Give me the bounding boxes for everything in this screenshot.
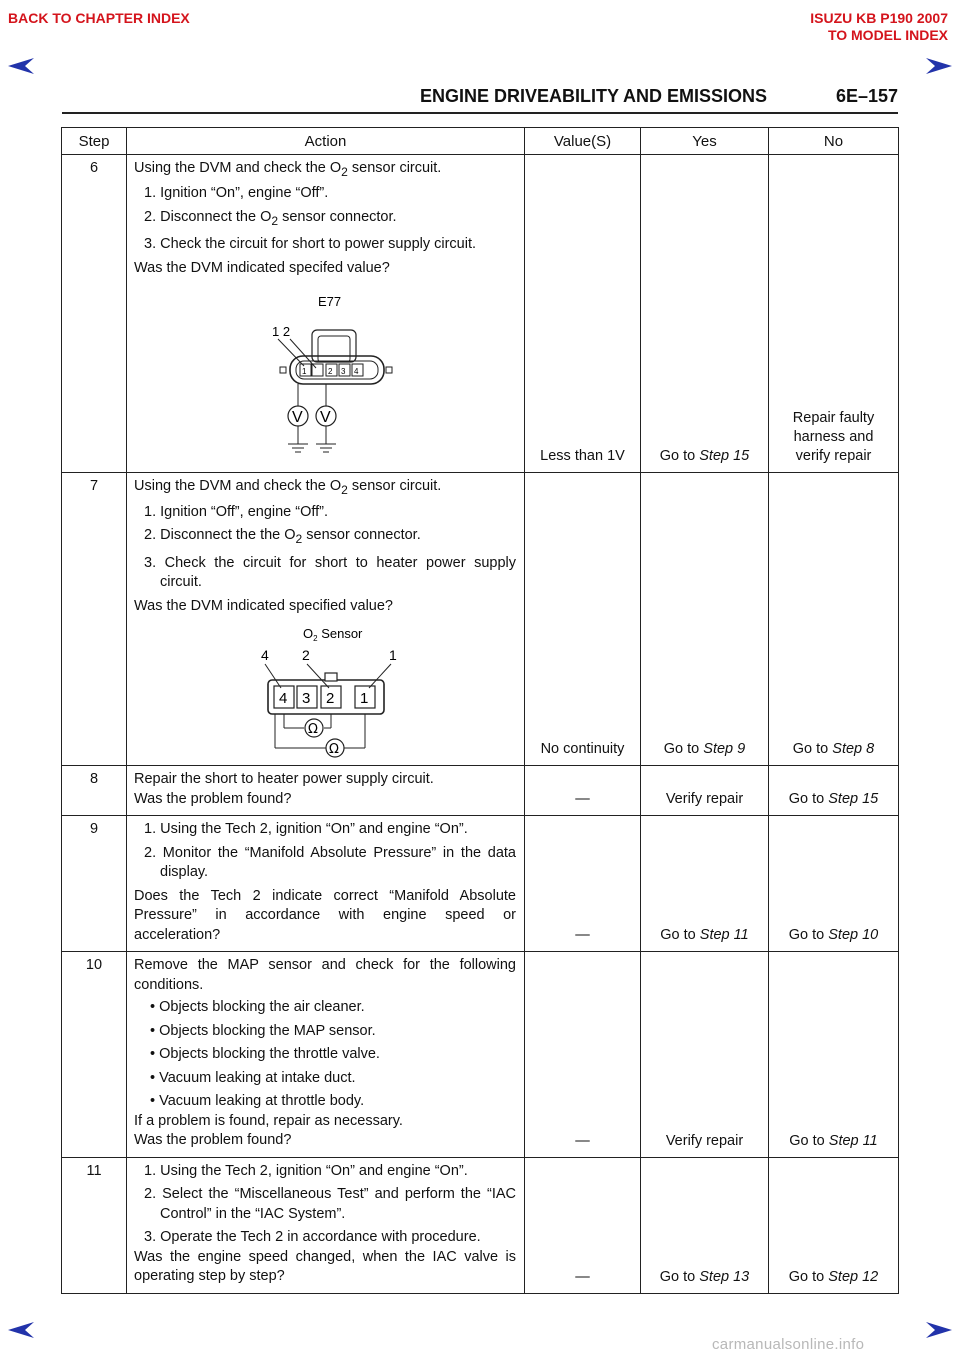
step-yes: Verify repair <box>641 952 769 1158</box>
step-value: — <box>525 766 641 816</box>
step-number: 8 <box>62 766 127 816</box>
step-action <box>127 1157 525 1293</box>
step-value: Less than 1V <box>525 155 641 473</box>
step-number: 6 <box>62 155 127 473</box>
action-substep: 3. Check the circuit for short to heater power supply circuit. <box>144 554 516 591</box>
step-link[interactable]: Step 10 <box>828 927 879 944</box>
action-substep: 3. Operate the Tech 2 in accordance with procedure. <box>144 1229 481 1246</box>
action-substep: 2. Select the “Miscellaneous Test” and perform the “IAC Control” in the “IAC System”. <box>144 1186 516 1222</box>
step-yes: Verify repair <box>641 766 769 816</box>
to-model-index-link[interactable]: TO MODEL INDEX <box>827 27 948 43</box>
header-action: Action <box>127 128 525 155</box>
ohmmeter-symbol: Ω <box>308 722 318 738</box>
action-question: Was the engine speed changed, when the IAC valve is operating step by step? <box>134 1248 516 1285</box>
table-row <box>62 766 899 816</box>
action-intro: Remove the MAP sensor and check for the following conditions. <box>134 957 516 993</box>
step-no: Go to Step 12 <box>769 1157 899 1293</box>
step-link[interactable]: Step 8 <box>832 741 875 758</box>
step-number: 10 <box>62 952 127 1158</box>
ohmmeter-symbol: Ω <box>329 742 339 758</box>
action-substep: 1. Using the Tech 2, ignition “On” and engine “On”. <box>144 1162 468 1179</box>
header-value: Value(S) <box>525 128 641 155</box>
table-row <box>62 816 899 952</box>
step-link[interactable]: Step 12 <box>828 1268 879 1285</box>
back-to-chapter-index-link[interactable]: BACK TO CHAPTER INDEX <box>8 10 190 26</box>
table-row <box>62 155 899 473</box>
step-link[interactable]: Step 15 <box>828 791 879 808</box>
next-page-arrow-bottom-icon[interactable] <box>926 1322 952 1338</box>
voltmeter-symbol: V <box>292 409 303 427</box>
model-nav <box>810 10 948 44</box>
brand-title: ISUZU KB P190 2007 <box>810 10 948 26</box>
pin-number: 3 <box>341 367 346 377</box>
step-no: Go to Step 11 <box>769 952 899 1158</box>
step-value: — <box>525 952 641 1158</box>
step-action: Using the DVM and check the $O_2$ sensor circuit. 1. Ignition “On”, engine “Off”. 2. Disconnect the $O_2$ sensor connector. 3. Check the circuit for short to power supply circuit. Was the DVM indicated specifed value? E77 1 2 1 2 3 4 V V <box>127 155 525 473</box>
step-link[interactable]: Step 11 <box>699 927 749 944</box>
action-substep: 1. Using the Tech 2, ignition “On” and engine “On”. <box>144 821 468 838</box>
step-link[interactable]: Step 15 <box>699 448 750 465</box>
step-action: Using the DVM and check the $O_2$ sensor circuit. 1. Ignition “Off”, engine “Off”. 2. Disconnect the the $O_2$ sensor connector. 3. Check the circuit for short to heater power supply circuit. Was the DVM indicated specified value? $O_2$ Sensor 4 2 1 4 3 2 1 Ω Ω <box>127 473 525 766</box>
next-page-arrow-icon[interactable] <box>926 58 952 74</box>
step-number: 9 <box>62 816 127 952</box>
action-question: Was the DVM indicated specifed value? <box>134 259 390 276</box>
step-yes: Go to Step 13 <box>641 1157 769 1293</box>
connector-label: E77 <box>318 294 342 310</box>
prev-page-arrow-bottom-icon[interactable] <box>8 1322 34 1338</box>
o2-sensor-continuity-diagram <box>245 624 405 759</box>
step-value: — <box>525 1157 641 1293</box>
action-substep: 2. Monitor the “Manifold Absolute Pressure” in the data display. <box>144 844 516 881</box>
step-link[interactable]: Step 9 <box>703 741 746 758</box>
list-item: • Objects blocking the air cleaner. <box>150 999 365 1016</box>
prev-page-arrow-icon[interactable] <box>8 58 34 74</box>
pin-number: 2 <box>326 690 335 708</box>
action-substep: 1. Ignition “Off”, engine “Off”. <box>144 503 329 520</box>
pin-number: 3 <box>302 690 311 708</box>
action-question: Was the DVM indicated specified value? <box>134 597 393 614</box>
sensor-label: $O_2$ Sensor <box>303 626 363 644</box>
pin-number: 4 <box>279 690 288 708</box>
pin-number: 2 <box>328 367 333 377</box>
list-item: • Objects blocking the throttle valve. <box>150 1046 380 1063</box>
page-number: 6E–157 <box>835 86 898 106</box>
action-substep: 2. Disconnect the $O_2$ sensor connector. <box>144 208 397 228</box>
table-row <box>62 473 899 766</box>
step-number: 7 <box>62 473 127 766</box>
voltmeter-symbol: V <box>320 409 331 427</box>
header-no: No <box>769 128 899 155</box>
pin-number: 1 <box>302 367 307 377</box>
step-value: No continuity <box>525 473 641 766</box>
step-no: Repair faulty harness and verify repair <box>769 155 899 473</box>
pin-number: 1 <box>360 690 369 708</box>
section-title: ENGINE DRIVEABILITY AND EMISSIONS <box>420 86 768 106</box>
list-item: • Vacuum leaking at throttle body. <box>150 1093 365 1110</box>
header-step: Step <box>62 128 127 155</box>
step-link[interactable]: Step 11 <box>828 1132 878 1149</box>
action-substep: 2. Disconnect the the $O_2$ sensor connector. <box>144 527 421 547</box>
diagnostic-steps-table <box>61 127 899 1294</box>
step-action: Remove the MAP sensor and check for the following conditions. • Objects blocking the air cleaner. • Objects blocking the MAP sensor. • Objects blocking the throttle valve. • Vacuum leaking at intake duct. • Vacuum leaking at throttle body. If a problem is found, repair as necessary. Was the problem found? <box>127 952 525 1158</box>
callout-number: 1 <box>389 647 397 664</box>
step-action: Repair the short to heater power supply circuit. Was the problem found? <box>127 766 525 816</box>
probe-pin-labels: 1 2 <box>272 324 291 340</box>
page-header <box>420 86 900 107</box>
step-no: Go to Step 8 <box>769 473 899 766</box>
list-item: • Vacuum leaking at intake duct. <box>150 1069 356 1086</box>
header-yes: Yes <box>641 128 769 155</box>
step-yes: Go to Step 11 <box>641 816 769 952</box>
step-value: — <box>525 816 641 952</box>
step-yes: Go to Step 9 <box>641 473 769 766</box>
callout-number: 2 <box>302 647 310 664</box>
step-link[interactable]: Step 13 <box>699 1268 750 1285</box>
action-substep: 1. Ignition “On”, engine “Off”. <box>144 185 329 202</box>
table-header-row <box>62 128 899 155</box>
action-substep: 3. Check the circuit for short to power supply circuit. <box>144 236 477 253</box>
list-item: • Objects blocking the MAP sensor. <box>150 1022 376 1039</box>
action-question: Does the Tech 2 indicate correct “Manifold Absolute Pressure” in accordance with engine speed or acceleration? <box>134 887 516 943</box>
step-number: 11 <box>62 1157 127 1293</box>
table-row <box>62 952 899 1158</box>
pin-number: 4 <box>354 367 359 377</box>
table-row <box>62 1157 899 1293</box>
step-no: Go to Step 15 <box>769 766 899 816</box>
e77-connector-voltage-diagram <box>250 286 400 466</box>
step-yes: Go to Step 15 <box>641 155 769 473</box>
watermark: carmanualsonline.info <box>712 1336 865 1353</box>
callout-number: 4 <box>261 647 269 664</box>
step-action <box>127 816 525 952</box>
header-divider <box>62 112 898 114</box>
step-no: Go to Step 10 <box>769 816 899 952</box>
